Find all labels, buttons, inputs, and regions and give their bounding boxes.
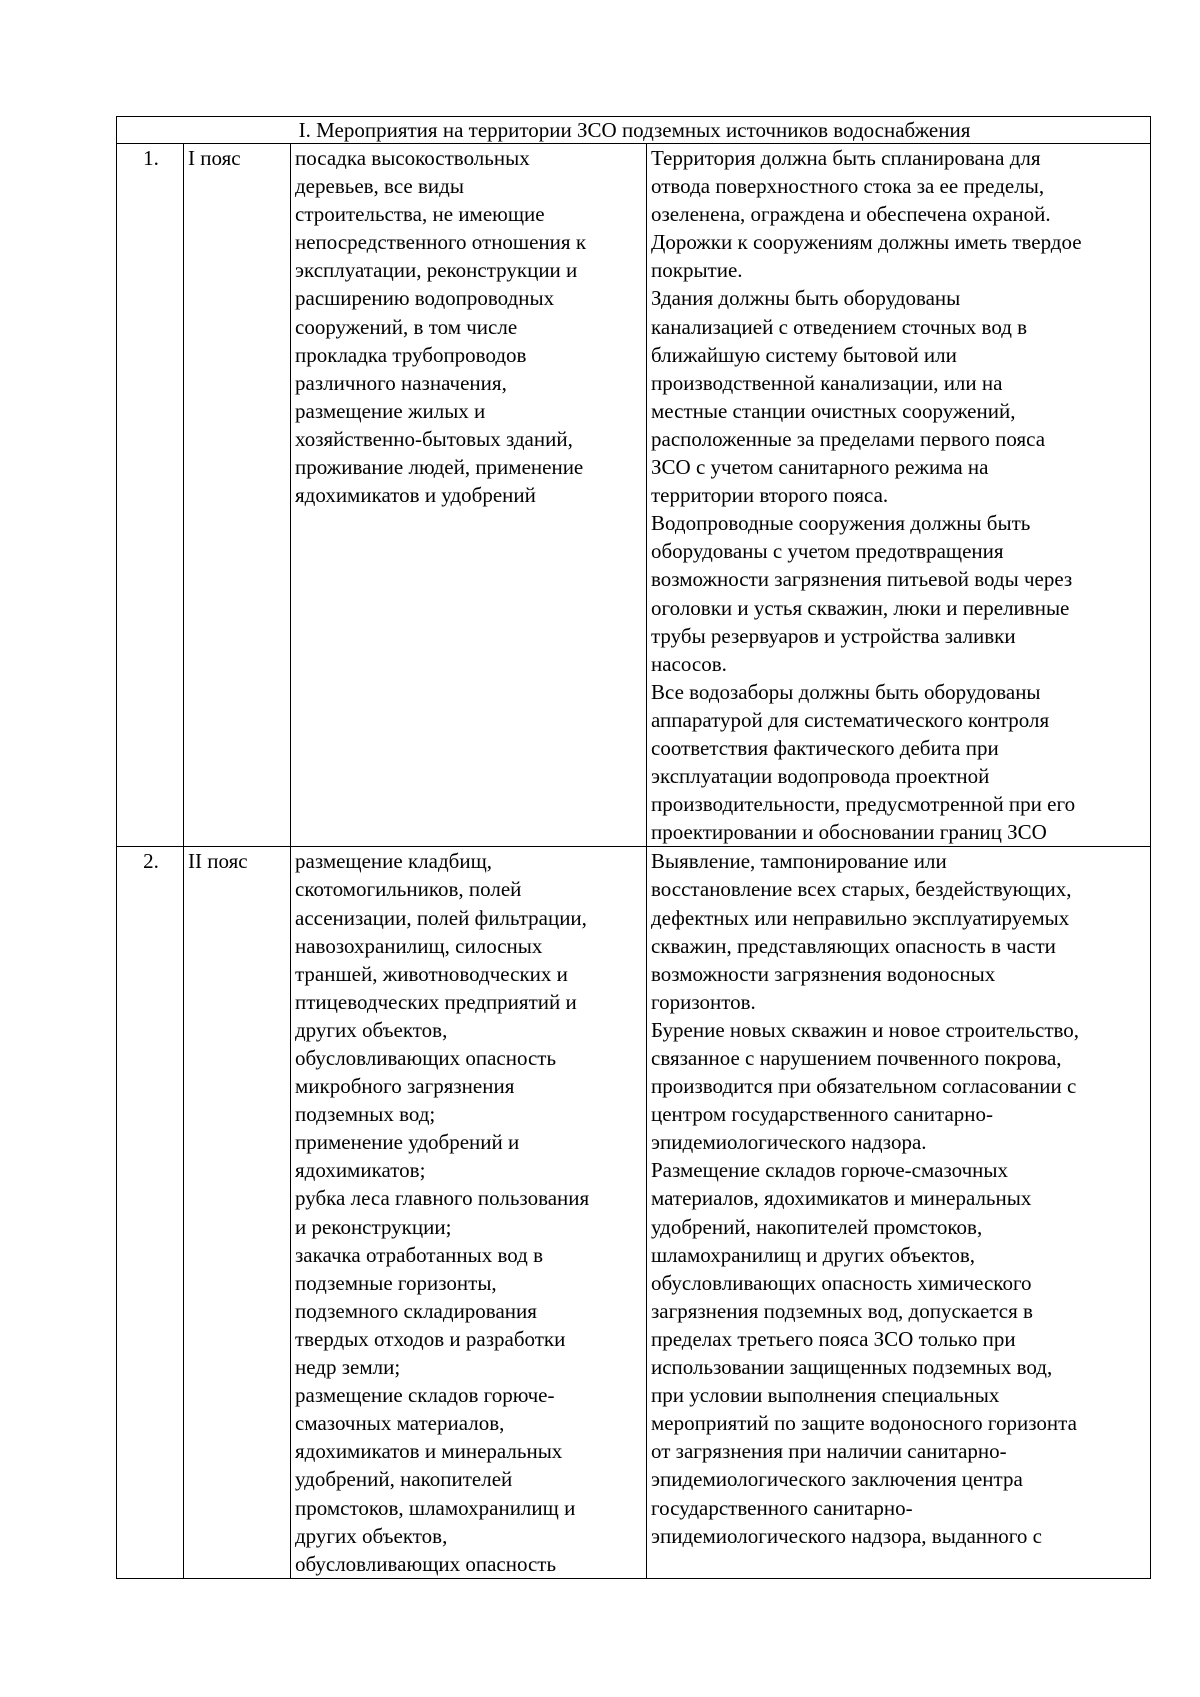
text-line: траншей, животноводческих и bbox=[295, 961, 568, 986]
text-line: хозяйственно-бытовых зданий, bbox=[295, 426, 573, 451]
text-line: территории второго пояса. bbox=[651, 483, 889, 508]
requirements-cell bbox=[647, 847, 1151, 1578]
text-line: отвода поверхностного стока за ее пределы, bbox=[651, 174, 1045, 199]
text-line: Все водозаборы должны быть оборудованы bbox=[651, 679, 1041, 704]
text-line: Здания должны быть оборудованы bbox=[651, 286, 961, 311]
text-line: посадка высокоствольных bbox=[295, 146, 530, 170]
text-line: государственного санитарно- bbox=[651, 1495, 913, 1520]
text-line: эксплуатации водопровода проектной bbox=[651, 764, 990, 789]
table-row bbox=[117, 847, 1151, 1578]
text-line: трубы резервуаров и устройства заливки bbox=[651, 623, 1016, 648]
text-line: возможности загрязнения питьевой воды через bbox=[651, 567, 1073, 592]
text-line: размещение складов горюче- bbox=[295, 1383, 555, 1408]
text-line: деревьев, все виды bbox=[295, 174, 464, 199]
text-line: возможности загрязнения водоносных bbox=[651, 961, 996, 986]
text-line: применение удобрений и bbox=[295, 1130, 520, 1155]
text-line: оборудованы с учетом предотвращения bbox=[651, 539, 1004, 564]
text-line: соответствия фактического дебита при bbox=[651, 735, 999, 760]
text-line: навозохранилищ, силосных bbox=[295, 933, 543, 958]
text-line: горизонтов. bbox=[651, 989, 756, 1014]
section-header-row bbox=[117, 117, 1151, 144]
text-line: аппаратурой для систематического контроля bbox=[651, 707, 1050, 732]
text-line: Водопроводные сооружения должны быть bbox=[651, 511, 1031, 536]
requirements-cell bbox=[647, 144, 1151, 847]
text-line: материалов, ядохимикатов и минеральных bbox=[651, 1186, 1032, 1211]
text-line: обусловливающих опасность bbox=[295, 1046, 557, 1070]
text-line: удобрений, накопителей промстоков, bbox=[651, 1214, 983, 1239]
text-line: Размещение складов горюче-смазочных bbox=[651, 1158, 1008, 1183]
text-line: шламохранилищ и других объектов, bbox=[651, 1242, 976, 1267]
text-line: расширению водопроводных bbox=[295, 286, 555, 311]
text-line: дефектных или неправильно эксплуатируемых bbox=[651, 905, 1070, 930]
text-line: покрытие. bbox=[651, 258, 743, 283]
text-line: подземного складирования bbox=[295, 1298, 537, 1323]
text-line: эксплуатации, реконструкции и bbox=[295, 258, 578, 283]
zone-label: II пояс bbox=[184, 847, 291, 1578]
text-line: канализацией с отведением сточных вод в bbox=[651, 314, 1028, 339]
text-line: ЗСО с учетом санитарного режима на bbox=[651, 455, 989, 480]
restrictions-cell bbox=[291, 847, 647, 1578]
restrictions-cell bbox=[291, 144, 647, 847]
text-line: размещение жилых и bbox=[295, 398, 486, 423]
text-line: эпидемиологического заключения центра bbox=[651, 1467, 1023, 1492]
text-line: размещение кладбищ, bbox=[295, 849, 492, 874]
section-title: I. Мероприятия на территории ЗСО подземных источников водоснабжения bbox=[117, 117, 1151, 144]
text-line: рубка леса главного пользования bbox=[295, 1186, 590, 1211]
zone-label: I пояс bbox=[184, 144, 291, 847]
text-line: удобрений, накопителей bbox=[295, 1467, 513, 1492]
text-line: ядохимикатов и удобрений bbox=[295, 483, 536, 508]
text-line: птицеводческих предприятий и bbox=[295, 989, 577, 1014]
text-line: Выявление, тампонирование или bbox=[651, 849, 947, 874]
table-row bbox=[117, 144, 1151, 847]
row-number: 2. bbox=[117, 847, 184, 1578]
text-line: Дорожки к сооружениям должны иметь твердое bbox=[651, 230, 1082, 255]
text-line: других объектов, bbox=[295, 1523, 448, 1548]
text-line: пределах третьего пояса ЗСО только при bbox=[651, 1326, 1016, 1351]
text-line: скважин, представляющих опасность в части bbox=[651, 933, 1056, 958]
text-line: подземных вод; bbox=[295, 1102, 436, 1127]
text-line: ассенизации, полей фильтрации, bbox=[295, 905, 587, 930]
text-line: промстоков, шламохранилищ и bbox=[295, 1495, 576, 1520]
text-line: проектировании и обосновании границ ЗСО bbox=[651, 820, 1047, 845]
text-line: смазочных материалов, bbox=[295, 1411, 505, 1436]
text-line: Бурение новых скважин и новое строительство, bbox=[651, 1017, 1080, 1042]
text-line: загрязнения подземных вод, допускается в bbox=[651, 1298, 1033, 1323]
text-line: непосредственного отношения к bbox=[295, 230, 587, 255]
text-line: мероприятий по защите водоносного горизонта bbox=[651, 1411, 1077, 1436]
text-line: сооружений, в том числе bbox=[295, 314, 518, 339]
text-line: эпидемиологического надзора, выданного с bbox=[651, 1523, 1042, 1548]
text-line: различного назначения, bbox=[295, 370, 507, 395]
text-line: ядохимикатов и минеральных bbox=[295, 1439, 563, 1464]
text-line: ближайшую систему бытовой или bbox=[651, 342, 957, 367]
text-line: Территория должна быть спланирована для bbox=[651, 146, 1041, 170]
text-line: микробного загрязнения bbox=[295, 1074, 515, 1099]
text-line: обусловливающих опасность химического bbox=[651, 1270, 1032, 1295]
text-line: производительности, предусмотренной при его bbox=[651, 792, 1076, 817]
text-line: использовании защищенных подземных вод, bbox=[651, 1355, 1053, 1380]
text-line: скотомогильников, полей bbox=[295, 877, 522, 902]
text-line: насосов. bbox=[651, 651, 727, 676]
text-line: прокладка трубопроводов bbox=[295, 342, 527, 367]
text-line: местные станции очистных сооружений, bbox=[651, 398, 1016, 423]
text-line: озеленена, ограждена и обеспечена охраной. bbox=[651, 202, 1051, 227]
text-line: и реконструкции; bbox=[295, 1214, 452, 1239]
text-line: эпидемиологического надзора. bbox=[651, 1130, 927, 1155]
text-line: оголовки и устья скважин, люки и переливные bbox=[651, 595, 1070, 620]
text-line: расположенные за пределами первого пояса bbox=[651, 426, 1046, 451]
text-line: производственной канализации, или на bbox=[651, 370, 1003, 395]
text-line: от загрязнения при наличии санитарно- bbox=[651, 1439, 1007, 1464]
text-line: закачка отработанных вод в bbox=[295, 1242, 543, 1267]
row-number: 1. bbox=[117, 144, 184, 847]
text-line: других объектов, bbox=[295, 1017, 448, 1042]
text-line: ядохимикатов; bbox=[295, 1158, 426, 1183]
text-line: недр земли; bbox=[295, 1355, 401, 1380]
text-line: твердых отходов и разработки bbox=[295, 1326, 566, 1351]
text-line: проживание людей, применение bbox=[295, 455, 584, 480]
text-line: строительства, не имеющие bbox=[295, 202, 545, 227]
text-line: производится при обязательном согласовании с bbox=[651, 1074, 1077, 1099]
measures-table bbox=[116, 116, 1151, 1579]
text-line: восстановление всех старых, бездействующих, bbox=[651, 877, 1072, 902]
text-line: подземные горизонты, bbox=[295, 1270, 497, 1295]
text-line: при условии выполнения специальных bbox=[651, 1383, 1000, 1408]
text-line: связанное с нарушением почвенного покрова, bbox=[651, 1046, 1062, 1070]
text-line: обусловливающих опасность bbox=[295, 1551, 557, 1576]
text-line: центром государственного санитарно- bbox=[651, 1102, 993, 1127]
